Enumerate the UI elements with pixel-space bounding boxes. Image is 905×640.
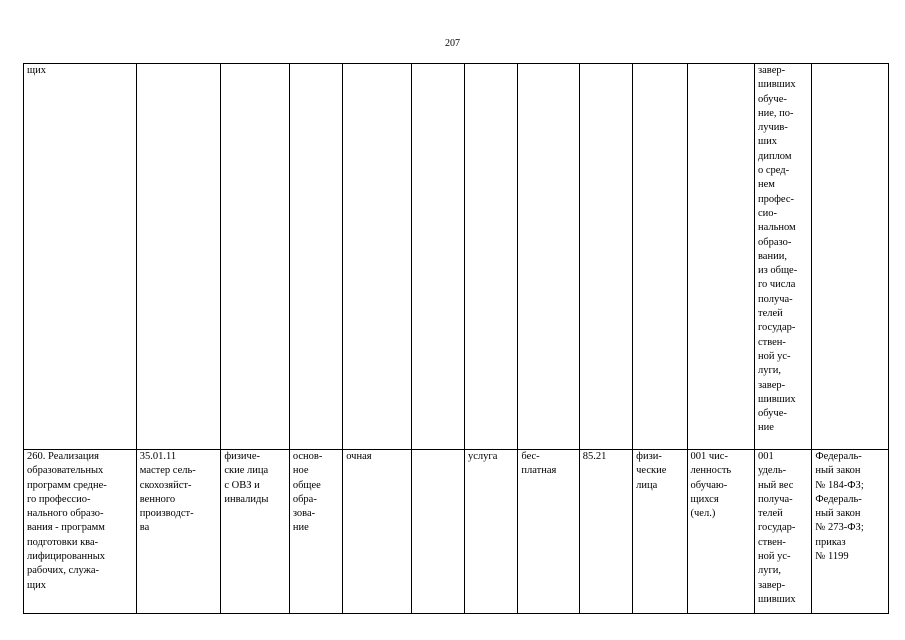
cell-legal-basis bbox=[812, 64, 889, 450]
cell-consumers bbox=[633, 64, 687, 450]
cell-study-form: очная bbox=[343, 450, 411, 614]
cell-category: физиче- ские лица с ОВЗ и инвалиды bbox=[221, 450, 289, 614]
cell-education-level bbox=[289, 64, 342, 450]
cell-empty bbox=[411, 450, 464, 614]
cell-code: 85.21 bbox=[579, 450, 632, 614]
cell-service-name: щих bbox=[24, 64, 137, 450]
cell-education-level: основ- ное общее обра- зова- ние bbox=[289, 450, 342, 614]
table-row bbox=[24, 64, 889, 450]
cell-profession: 35.01.11 мастер сель- скохозяйст- венного производст- ва bbox=[136, 450, 221, 614]
cell-legal-basis: Федераль- ный закон № 184-ФЗ; Федераль- ный закон № 273-ФЗ; приказ № 1199 bbox=[812, 450, 889, 614]
cell-volume-indicator bbox=[687, 64, 754, 450]
cell-profession bbox=[136, 64, 221, 450]
table-row bbox=[24, 450, 889, 614]
cell-payment: бес- платная bbox=[518, 450, 579, 614]
cell-study-form bbox=[343, 64, 411, 450]
cell-category bbox=[221, 64, 289, 450]
cell-consumers: физи- ческие лица bbox=[633, 450, 687, 614]
cell-type bbox=[465, 64, 518, 450]
cell-quality-indicator: 001 удель- ный вес получа- телей государ- ствен- ной ус- луги, завер- шивших bbox=[754, 450, 811, 614]
cell-payment bbox=[518, 64, 579, 450]
cell-code bbox=[579, 64, 632, 450]
cell-quality-indicator: завер- шивших обуче- ние, по- лучив- ших диплом о сред- нем профес- сио- нальном образо- вании, из обще- го числа получа- телей государ- ствен- ной ус- луги, завер- шивших обуче- ние bbox=[754, 64, 811, 450]
cell-type: услуга bbox=[465, 450, 518, 614]
services-table bbox=[23, 63, 889, 614]
cell-volume-indicator: 001 чис- ленность обучаю- щихся (чел.) bbox=[687, 450, 754, 614]
cell-service-name: 260. Реализация образовательных программ средне- го профессио- нального образо- вания - программ подготовки ква- лифицированных рабочих, служа- щих bbox=[24, 450, 137, 614]
cell-empty bbox=[411, 64, 464, 450]
page-number: 207 bbox=[445, 38, 460, 49]
